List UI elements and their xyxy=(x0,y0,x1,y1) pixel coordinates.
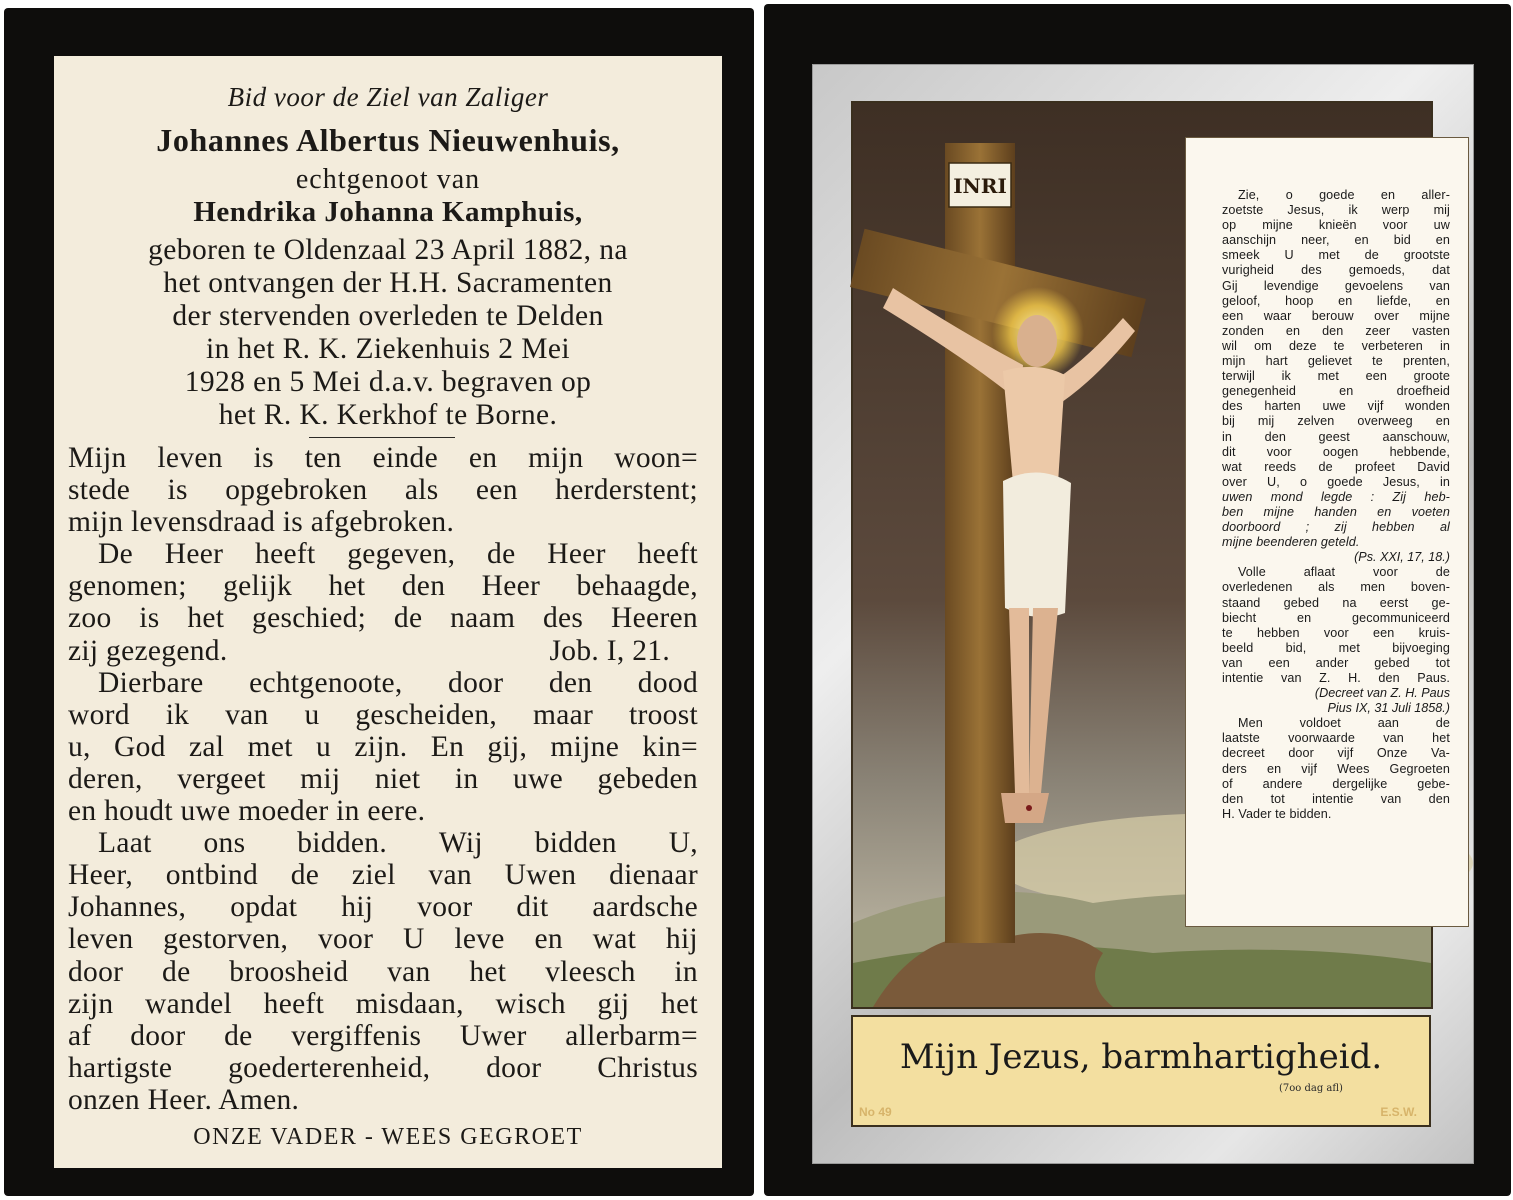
indulgence-line: te hebben voor een kruis- xyxy=(1222,625,1450,640)
card-number: No 49 xyxy=(859,1105,892,1119)
publisher-mark: E.S.W. xyxy=(1380,1105,1417,1119)
bio-line: het R. K. Kerkhof te Borne. xyxy=(218,399,558,431)
crucifix-picture xyxy=(851,101,1450,1009)
prayer-line: een waar berouw over mijne xyxy=(1222,308,1450,323)
prayer-line: op mijne knieën voor uw xyxy=(1222,218,1450,233)
body-line: u, God zal met u zijn. En gij, mijne kin= xyxy=(68,730,698,763)
prayer-footer: ONZE VADER - WEES GEGROET xyxy=(193,1124,583,1150)
scroll-text xyxy=(1222,188,1450,822)
prayer-line: in den geest aanschouw, xyxy=(1222,429,1450,444)
prayer-line: Gij levendige gevoelens van xyxy=(1222,278,1450,293)
body-line: deren, vergeet mij niet in uwe gebeden xyxy=(68,762,698,795)
body-line: leven gestorven, voor U leve en wat hij xyxy=(68,923,698,956)
prayer-line: ben mijne handen en voeten xyxy=(1222,504,1450,519)
body-line: Dierbare echtgenoote, door den dood xyxy=(98,666,698,699)
memorial-card-right xyxy=(764,4,1511,1196)
memorial-card-left xyxy=(4,8,754,1196)
biography xyxy=(64,234,712,432)
body-line: onzen Heer. Amen. xyxy=(68,1083,300,1116)
body-line: hartigste goederterenheid, door Christus xyxy=(68,1051,698,1084)
body-line: zoo is het geschied; de naam des Heeren xyxy=(68,602,698,635)
nail xyxy=(1026,805,1032,811)
deceased-name: Johannes Albertus Nieuwenhuis, xyxy=(156,122,620,158)
indulgence-line: overledenen als men boven- xyxy=(1222,580,1450,595)
body-line: door de broosheid van het vleesch in xyxy=(68,955,698,988)
prayer-line: wil om deze te verbeteren in xyxy=(1222,338,1450,353)
body-line: De Heer heeft gegeven, de Heer heeft xyxy=(98,538,698,571)
closing-line: decreet door vijf Onze Va- xyxy=(1222,746,1450,761)
body-line: Johannes, opdat hij voor dit aardsche xyxy=(68,891,698,924)
body-line: Mijn leven is ten einde en mijn woon= xyxy=(68,442,698,474)
prayer-line: des harten uwe vijf wonden xyxy=(1222,399,1450,414)
body-line: zijn wandel heeft misdaan, wisch gij het xyxy=(68,987,698,1020)
prayer-line: dit voor oogen hebbende, xyxy=(1222,444,1450,459)
indulgence-line: intentie van Z. H. den Paus. xyxy=(1222,671,1450,685)
bio-line: het ontvangen der H.H. Sacramenten xyxy=(163,267,613,299)
caption-subtitle: (7oo dag afl) xyxy=(1279,1083,1343,1094)
spouse-name: Hendrika Johanna Kamphuis, xyxy=(193,196,583,228)
spouse-intro: echtgenoot van xyxy=(295,164,481,195)
caption-title: Mijn Jezus, barmhartigheid. xyxy=(899,1037,1383,1077)
bio-line: 1928 en 5 Mei d.a.v. begraven op xyxy=(184,366,592,398)
closing-line: den tot intentie van den xyxy=(1222,791,1450,806)
body-line: Laat ons bidden. Wij bidden U, xyxy=(98,827,698,860)
closing-line: of andere dergelijke gebe- xyxy=(1222,776,1450,791)
prayer-body xyxy=(68,442,698,1116)
closing-line: ders en vijf Wees Gegroeten xyxy=(1222,761,1450,776)
indulgence-line: biecht en gecommuniceerd xyxy=(1222,610,1450,625)
closing-line: laatste voorwaarde van het xyxy=(1222,731,1450,746)
psalm-reference: (Ps. XXI, 17, 18.) xyxy=(1354,550,1450,565)
body-line: stede is opgebroken als een herderstent; xyxy=(68,474,698,507)
inri-label: INRI xyxy=(953,174,1007,198)
loincloth xyxy=(1003,472,1071,617)
prayer-line: genegenheid en droefheid xyxy=(1222,384,1450,399)
bio-line: in het R. K. Ziekenhuis 2 Mei xyxy=(206,333,570,365)
prayer-line: vurigheid des gemoeds, dat xyxy=(1222,263,1450,278)
head xyxy=(1017,315,1057,367)
body-line: genomen; gelijk het den Heer behaagde, xyxy=(68,570,698,603)
prayer-line: bij mij zelven overweeg en xyxy=(1222,414,1450,429)
body-line: mijn levensdraad is afgebroken. xyxy=(68,506,455,539)
feet xyxy=(1001,793,1049,823)
intro-line: Bid voor de Ziel van Zaliger xyxy=(227,82,549,112)
prayer-line: mijn hart gelievet te prenten, xyxy=(1222,354,1450,369)
prayer-line: geloof, hoop en liefde, en xyxy=(1222,293,1450,308)
body-line: af door de vergiffenis Uwer allerbarm= xyxy=(68,1019,698,1052)
prayer-line: smeek U met de grootste xyxy=(1222,248,1450,263)
body-line: zij gezegend. xyxy=(68,634,228,667)
bio-line: der stervenden overleden te Delden xyxy=(172,300,604,332)
prayer-line: wat reeds de profeet David xyxy=(1222,459,1450,474)
prayer-line: mijne beenderen geteld. xyxy=(1222,535,1360,550)
indulgence-line: staand gebed na eerst ge- xyxy=(1222,595,1450,610)
prayer-line: over U, o goede Jesus, in xyxy=(1222,474,1450,489)
indulgence-line: beeld bid, met bijvoeging xyxy=(1222,640,1450,655)
decree-line: Pius IX, 31 Juli 1858.) xyxy=(1327,701,1450,716)
scripture-reference: Job. I, 21. xyxy=(549,634,670,667)
prayer-line: uwen mond legde : Zij heb- xyxy=(1222,489,1450,504)
prayer-line: zonden en den zeer vasten xyxy=(1222,323,1450,338)
silver-frame xyxy=(812,64,1474,1164)
closing-line: Men voldoet aan de xyxy=(1238,716,1450,731)
indulgence-line: van een ander gebed tot xyxy=(1222,655,1450,670)
body-line-with-reference xyxy=(68,635,698,667)
closing-line: H. Vader te bidden. xyxy=(1222,806,1332,821)
body-line: Heer, ontbind de ziel van Uwen dienaar xyxy=(68,859,698,892)
prayer-line: doorboord ; zij hebben al xyxy=(1222,520,1450,535)
prayer-line: Zie, o goede en aller- xyxy=(1238,188,1450,202)
body-line: word ik van u gescheiden, maar troost xyxy=(68,698,698,731)
bio-line: geboren te Oldenzaal 23 April 1882, na xyxy=(148,234,628,266)
torso xyxy=(1003,367,1065,491)
indulgence-line: Volle aflaat voor de xyxy=(1238,565,1450,580)
separator-line xyxy=(309,437,455,438)
caption-box xyxy=(851,1015,1431,1127)
body-line: en houdt uwe moeder in eere. xyxy=(68,795,426,828)
prayer-scroll xyxy=(1185,137,1469,927)
prayer-line: terwijl ik met een groote xyxy=(1222,369,1450,384)
memorial-text-panel xyxy=(54,56,722,1168)
decree-line: (Decreet van Z. H. Paus xyxy=(1314,686,1450,701)
prayer-line: aanschijn neer, en bid en xyxy=(1222,233,1450,248)
prayer-line: zoetste Jesus, ik werp mij xyxy=(1222,203,1450,218)
